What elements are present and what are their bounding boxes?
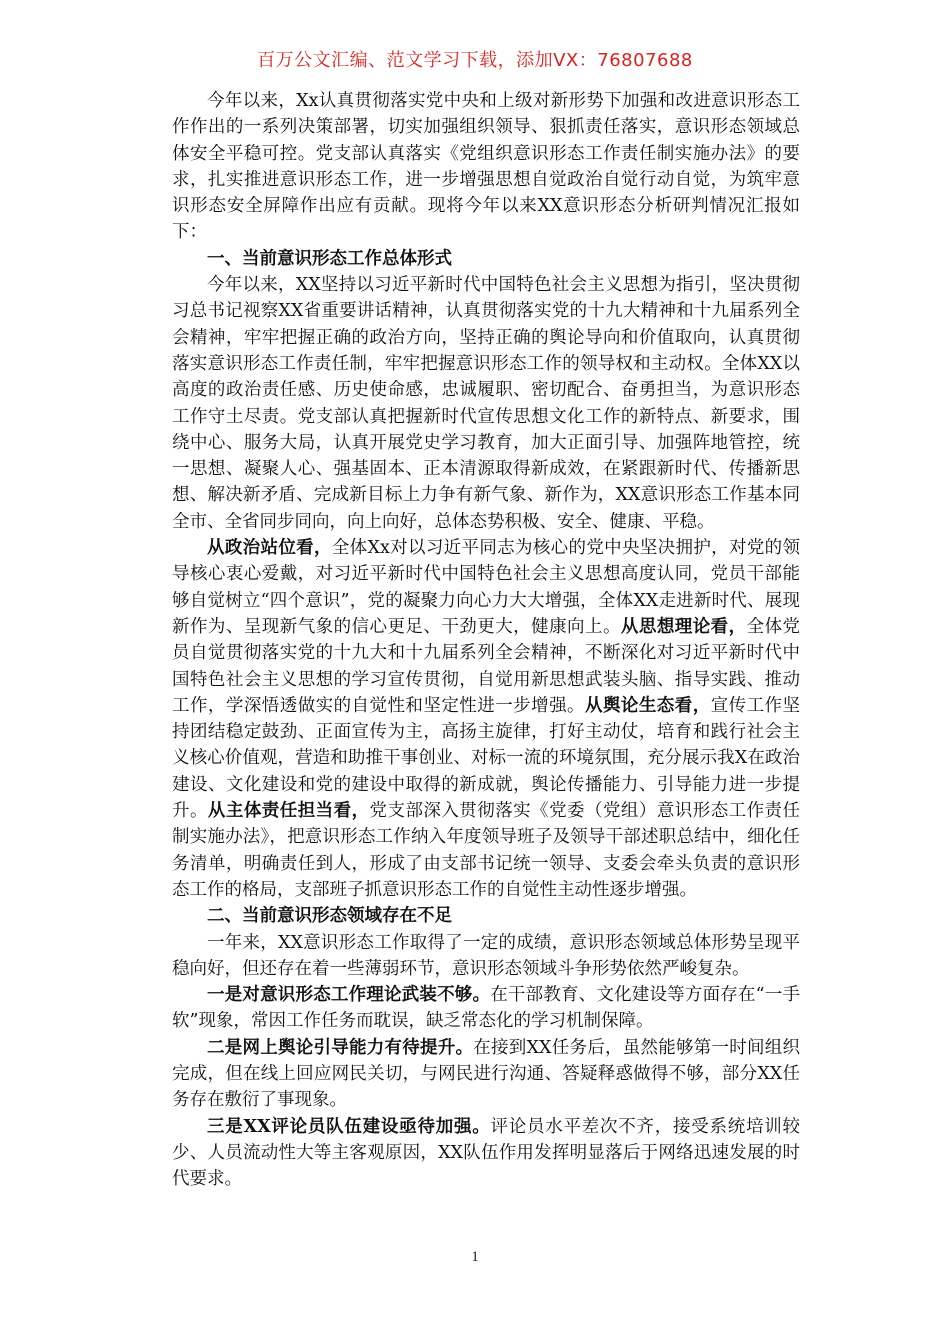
section-1-paragraph-1: 今年以来，XX坚持以习近平新时代中国特色社会主义思想为指引，坚决贯彻习总书记视察XX省重要讲话精神，认真贯彻落实党的十九大精神和十九届系列全会精神，牢牢把握正确的政治方向，坚持正确的舆论导向和价值取向，认真贯彻落实意识形态工作责任制，牢牢把握意识形态工作的领导权和主动权。全体XX以高度的政治责任感、历史使命感，忠诚履职、密切配合、奋勇担当，为意识形态工作守土尽责。党支部认真把握新时代宣传思想文化工作的新特点、新要求，围绕中心、服务大局，认真开展党史学习教育，加大正面引导、加强阵地管控，统一思想、凝聚人心、强基固本、正本清源取得新成效，在紧跟新时代、传播新思想、解决新矛盾、完成新目标上力争有新气象、新作为，XX意识形态工作基本同全市、全省同步同向，向上向好，总体态势积极、安全、健康、平稳。 xyxy=(172,275,800,532)
section-1-paragraph-2 xyxy=(172,535,800,903)
lead-main-responsibility: 从主体责任担当看， xyxy=(207,801,370,822)
shortcoming-2-lead: 二是网上舆论引导能力有待提升。 xyxy=(207,1037,474,1058)
shortcoming-3-text: 评论员水平差次不齐，接受系统培训较少、人员流动性大等主客观原因，XX队伍作用发挥明显落后于网络迅速发展的时代要求。 xyxy=(172,1116,801,1190)
shortcoming-3 xyxy=(172,1114,800,1193)
shortcoming-1-text: 在干部教育、文化建设等方面存在“一手软”现象，常因工作任务而耽误，缺乏常态化的学习机制保障。 xyxy=(172,985,801,1032)
section-2-paragraph-1: 一年来，XX意识形态工作取得了一定的成绩，意识形态领域总体形势呈现平稳向好，但还存在着一些薄弱环节，意识形态领域斗争形势依然严峻复杂。 xyxy=(172,932,800,979)
shortcoming-2 xyxy=(172,1035,800,1114)
promo-banner: 百万公文汇编、范文学习下载，添加VX：76807688 xyxy=(257,50,693,71)
section-2-heading: 二、当前意识形态领域存在不足 xyxy=(207,906,452,927)
text-ideology-theory: 全体党员自觉贯彻落实党的十九大和十九届系列全会精神，不断深化对习近平新时代中国特色社会主义思想的学习宣传贯彻，自觉用新思想武装头脑、指导实践、推动工作，学深悟透做实的自觉性和坚定性进一步增强。 xyxy=(172,616,801,716)
text-main-responsibility: 党支部深入贯彻落实《党委（党组）意识形态工作责任制实施办法》，把意识形态工作纳入年度领导班子及领导干部述职总结中，细化任务清单，明确责任到人，形成了由支部书记统一领导、支委会牵头负责的意识形态工作的格局，支部班子抓意识形态工作的自觉性主动性逐步增强。 xyxy=(172,801,801,900)
text-public-opinion: 宣传工作坚持团结稳定鼓劲、正面宣传为主，高扬主旋律，打好主动仗，培育和践行社会主义核心价值观，营造和助推干事创业、对标一流的环境氛围，充分展示我X在政治建设、文化建设和党的建设中取得的新成就，舆论传播能力、引导能力进一步提升。 xyxy=(172,695,801,822)
lead-political-stance: 从政治站位看， xyxy=(207,538,332,559)
shortcoming-1 xyxy=(172,982,800,1035)
text-political-stance: 全体Xx对以习近平同志为核心的党中央坚决拥护，对党的领导核心衷心爱戴，对习近平新时代中国特色社会主义思想高度认同，党员干部能够自觉树立“四个意识”，党的凝聚力向心力大大增强，全体XX走进新时代、展现新作为、呈现新气象的信心更足、干劲更大，健康向上。 xyxy=(172,538,801,637)
section-1-heading: 一、当前意识形态工作总体形式 xyxy=(207,248,452,269)
document-body xyxy=(172,88,800,1192)
shortcoming-2-text: 在接到XX任务后，虽然能够第一时间组织完成，但在线上回应网民关切，与网民进行沟通、答疑释惑做得不够，部分XX任务存在敷衍了事现象。 xyxy=(172,1037,801,1111)
lead-ideology-theory: 从思想理论看， xyxy=(620,616,747,637)
shortcoming-1-lead: 一是对意识形态工作理论武装不够。 xyxy=(207,985,491,1006)
page-number: 1 xyxy=(471,1249,479,1265)
lead-public-opinion: 从舆论生态看， xyxy=(584,695,711,716)
intro-paragraph: 今年以来，Xx认真贯彻落实党中央和上级对新形势下加强和改进意识形态工作作出的一系列决策部署，切实加强组织领导、狠抓责任落实，意识形态领域总体安全平稳可控。党支部认真落实《党组织意识形态工作责任制实施办法》的要求，扎实推进意识形态工作，进一步增强思想自觉政治自觉行动自觉，为筑牢意识形态安全屏障作出应有贡献。现将今年以来XX意识形态分析研判情况汇报如下： xyxy=(172,91,800,243)
shortcoming-3-lead: 三是XX评论员队伍建设亟待加强。 xyxy=(207,1116,491,1137)
